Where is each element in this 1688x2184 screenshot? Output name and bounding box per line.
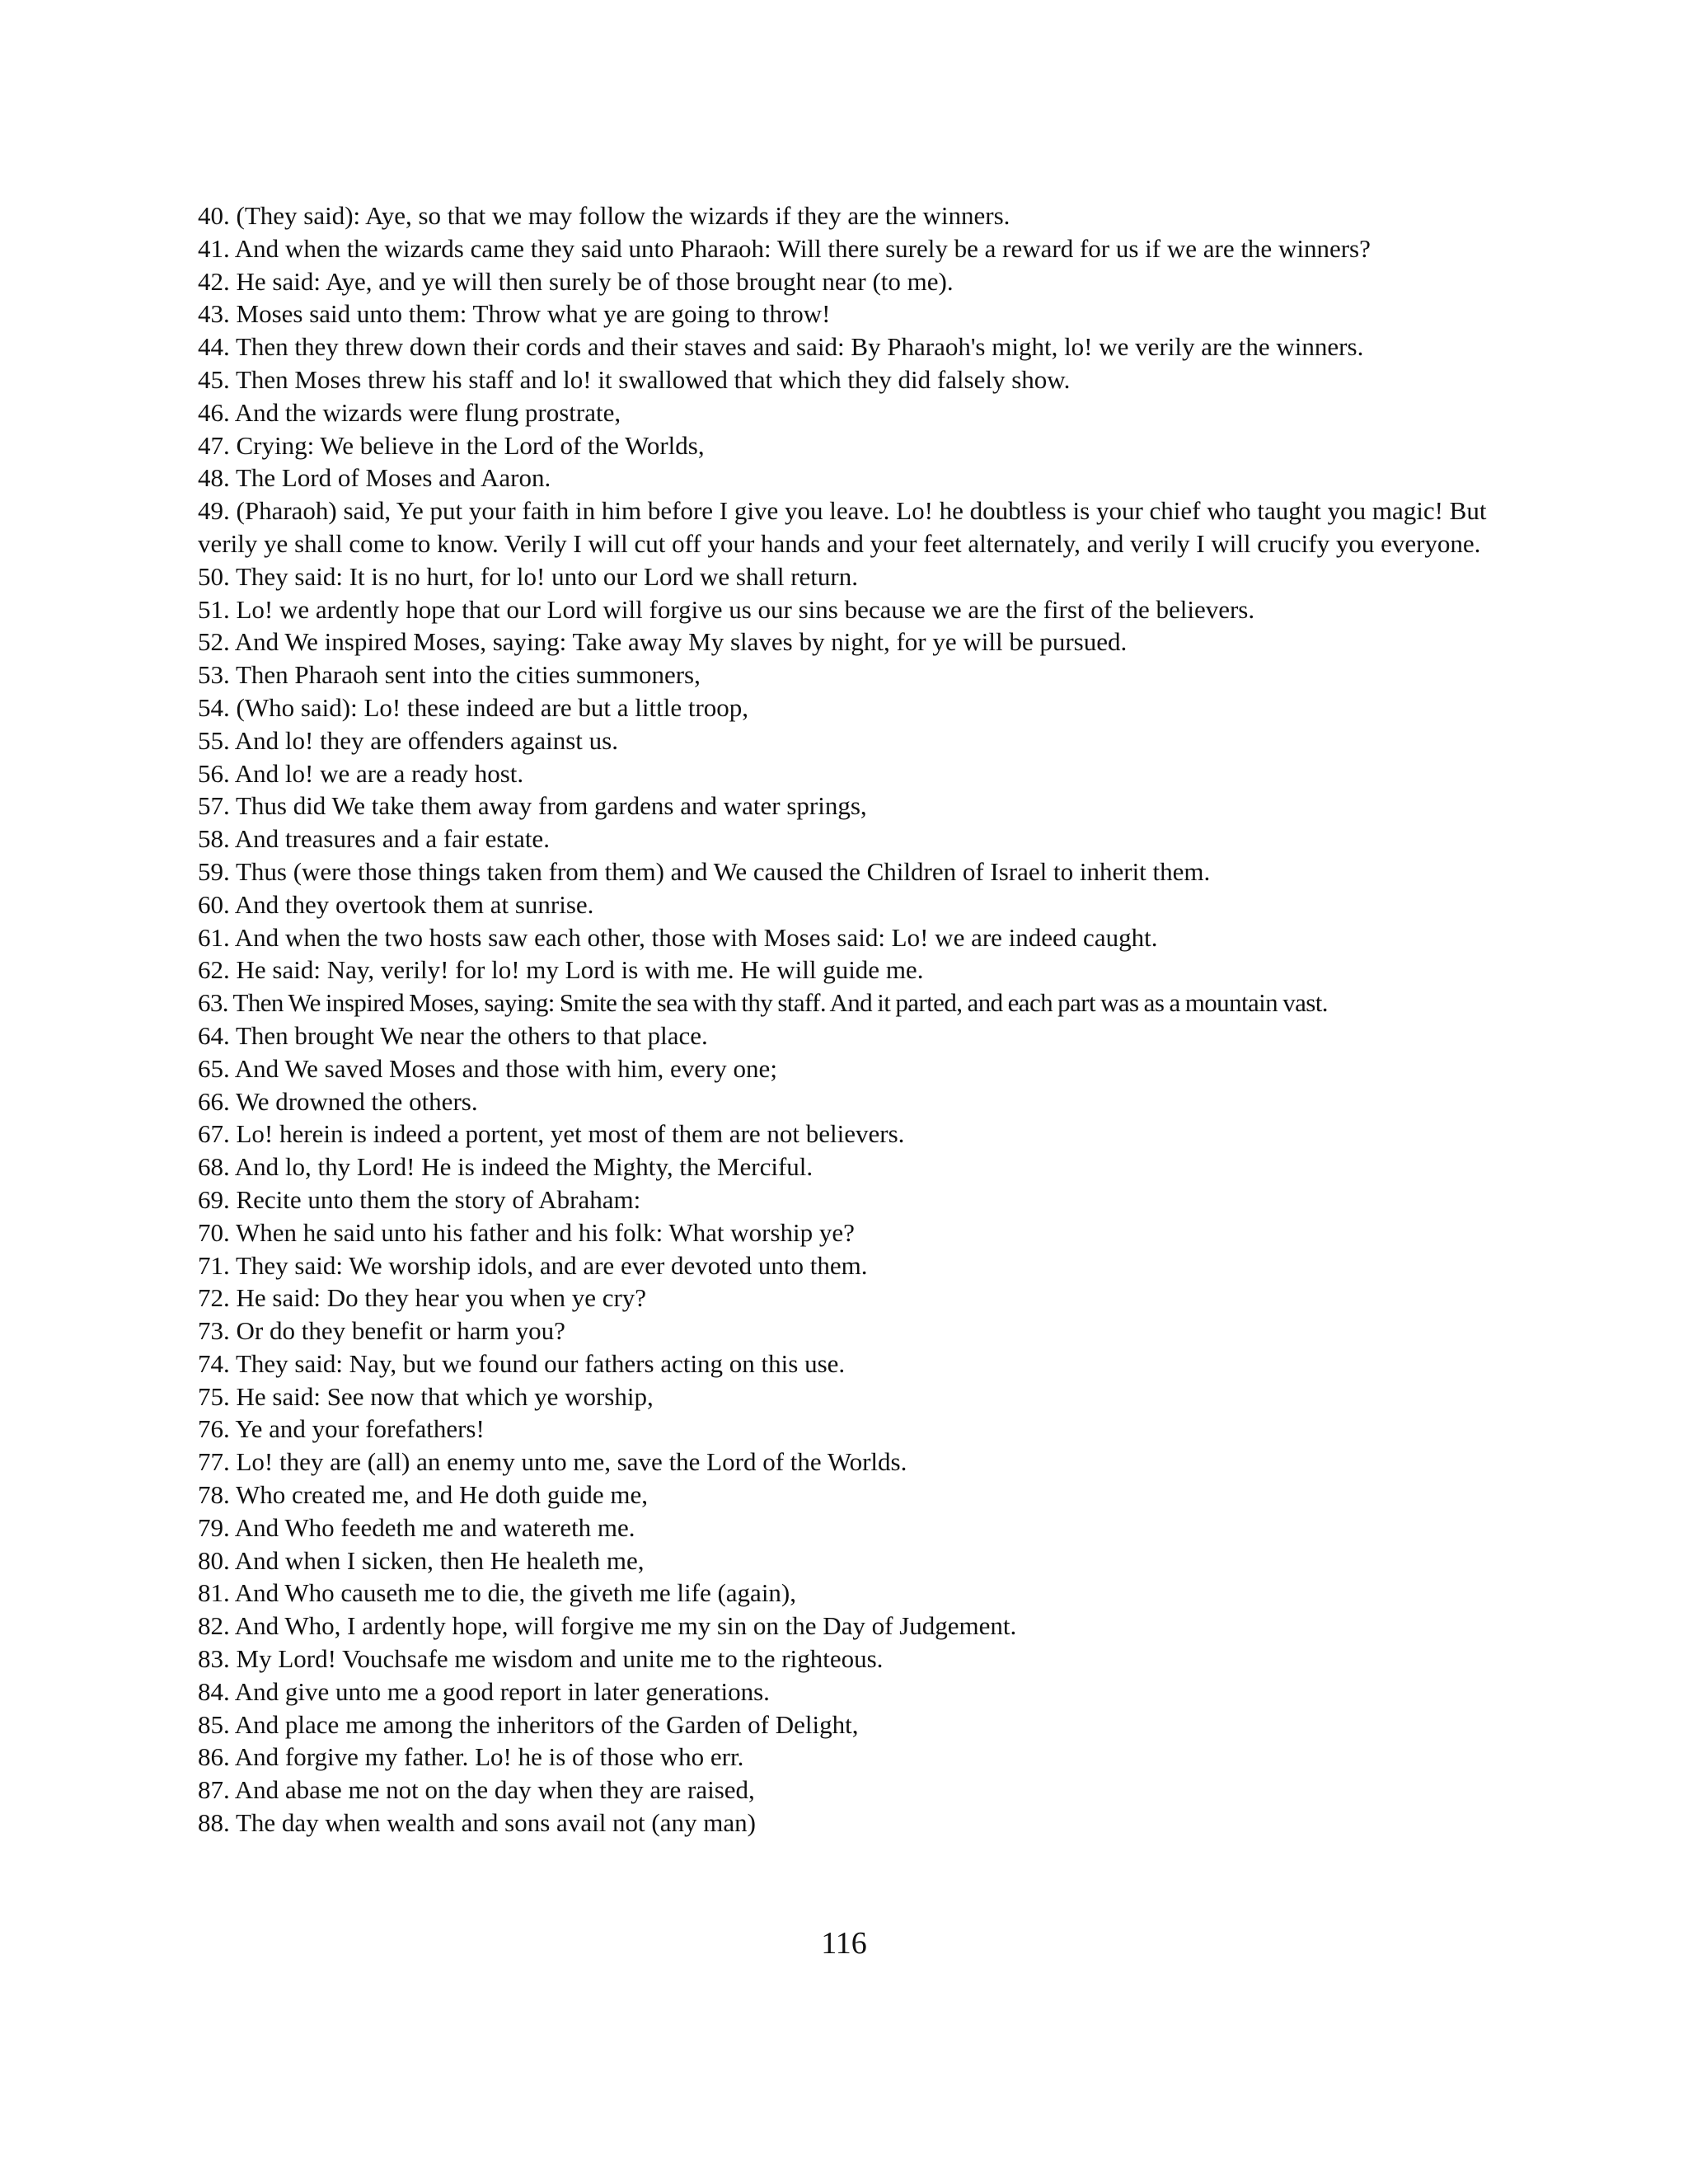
verse-76: 76. Ye and your forefathers! bbox=[198, 1414, 485, 1444]
verse-77: 77. Lo! they are (all) an enemy unto me, save the Lord of the Worlds. bbox=[198, 1447, 907, 1477]
verse-54: 54. (Who said): Lo! these indeed are but a little troop, bbox=[198, 692, 749, 722]
verse-82: 82. And Who, I ardently hope, will forgive me my sin on the Day of Judgement. bbox=[198, 1611, 1017, 1641]
verse-65: 65. And We saved Moses and those with him, every one; bbox=[198, 1053, 777, 1083]
verse-51: 51. Lo! we ardently hope that our Lord will forgive us our sins because we are the first of the believers. bbox=[198, 594, 1255, 624]
verse-86: 86. And forgive my father. Lo! he is of those who err. bbox=[198, 1742, 744, 1772]
verse-79: 79. And Who feedeth me and watereth me. bbox=[198, 1512, 635, 1542]
verse-48: 48. The Lord of Moses and Aaron. bbox=[198, 463, 551, 493]
verse-74: 74. They said: Nay, but we found our fathers acting on this use. bbox=[198, 1348, 846, 1378]
verse-42: 42. He said: Aye, and ye will then surely be of those brought near (to me). bbox=[198, 266, 954, 296]
verse-75: 75. He said: See now that which ye worship, bbox=[198, 1381, 654, 1411]
verse-80: 80. And when I sicken, then He healeth me, bbox=[198, 1545, 645, 1575]
page-number: 116 bbox=[821, 1926, 867, 1961]
verse-55: 55. And lo! they are offenders against us. bbox=[198, 725, 618, 755]
verse-52: 52. And We inspired Moses, saying: Take away My slaves by night, for ye will be pursued. bbox=[198, 627, 1128, 657]
verse-84: 84. And give unto me a good report in later generations. bbox=[198, 1676, 770, 1706]
verse-60: 60. And they overtook them at sunrise. bbox=[198, 889, 594, 919]
verse-59: 59. Thus (were those things taken from them) and We caused the Children of Israel to inherit them. bbox=[198, 856, 1211, 886]
verse-71: 71. They said: We worship idols, and are ever devoted unto them. bbox=[198, 1250, 868, 1280]
verse-49: 49. (Pharaoh) said, Ye put your faith in him before I give you leave. Lo! he doubtless is your chief who taught you magic! But verily ye shall come to know. Verily I will cut off your hands and your feet alternately, and verily I will crucify you everyone. bbox=[198, 496, 1487, 558]
verse-85: 85. And place me among the inheritors of the Garden of Delight, bbox=[198, 1709, 859, 1739]
verse-72: 72. He said: Do they hear you when ye cry? bbox=[198, 1283, 647, 1313]
verse-61: 61. And when the two hosts saw each other, those with Moses said: Lo! we are indeed caught. bbox=[198, 922, 1158, 952]
verse-50: 50. They said: It is no hurt, for lo! unto our Lord we shall return. bbox=[198, 561, 858, 591]
verse-47: 47. Crying: We believe in the Lord of the Worlds, bbox=[198, 430, 705, 460]
verse-45: 45. Then Moses threw his staff and lo! it swallowed that which they did falsely show. bbox=[198, 364, 1071, 394]
verse-78: 78. Who created me, and He doth guide me, bbox=[198, 1480, 649, 1510]
verse-63: 63. Then We inspired Moses, saying: Smite the sea with thy staff. And it parted, and each part was as a mountain vast. bbox=[198, 988, 1328, 1018]
verse-70: 70. When he said unto his father and his folk: What worship ye? bbox=[198, 1217, 855, 1247]
verse-43: 43. Moses said unto them: Throw what ye are going to throw! bbox=[198, 299, 831, 329]
verse-66: 66. We drowned the others. bbox=[198, 1086, 478, 1116]
verse-68: 68. And lo, thy Lord! He is indeed the Mighty, the Merciful. bbox=[198, 1152, 814, 1182]
verse-44: 44. Then they threw down their cords and their staves and said: By Pharaoh's might, lo! we verily are the winners. bbox=[198, 332, 1364, 362]
verse-58: 58. And treasures and a fair estate. bbox=[198, 824, 550, 854]
verse-64: 64. Then brought We near the others to that place. bbox=[198, 1020, 708, 1050]
verse-56: 56. And lo! we are a ready host. bbox=[198, 758, 524, 788]
verse-88: 88. The day when wealth and sons avail not (any man) bbox=[198, 1808, 756, 1838]
verse-40: 40. (They said): Aye, so that we may follow the wizards if they are the winners. bbox=[198, 201, 1010, 230]
verse-46: 46. And the wizards were flung prostrate, bbox=[198, 397, 621, 427]
verse-83: 83. My Lord! Vouchsafe me wisdom and unite me to the righteous. bbox=[198, 1644, 884, 1674]
verse-41: 41. And when the wizards came they said unto Pharaoh: Will there surely be a reward for us if we are the winners? bbox=[198, 233, 1371, 263]
verse-53: 53. Then Pharaoh sent into the cities summoners, bbox=[198, 660, 701, 690]
verse-69: 69. Recite unto them the story of Abraham: bbox=[198, 1184, 641, 1214]
verse-67: 67. Lo! herein is indeed a portent, yet most of them are not believers. bbox=[198, 1119, 905, 1149]
verse-81: 81. And Who causeth me to die, the giveth me life (again), bbox=[198, 1578, 797, 1608]
verse-62: 62. He said: Nay, verily! for lo! my Lord is with me. He will guide me. bbox=[198, 955, 924, 985]
verse-57: 57. Thus did We take them away from gardens and water springs, bbox=[198, 791, 867, 821]
verse-73: 73. Or do they benefit or harm you? bbox=[198, 1316, 565, 1346]
verse-87: 87. And abase me not on the day when they are raised, bbox=[198, 1775, 755, 1805]
verse-list bbox=[198, 199, 1508, 1840]
